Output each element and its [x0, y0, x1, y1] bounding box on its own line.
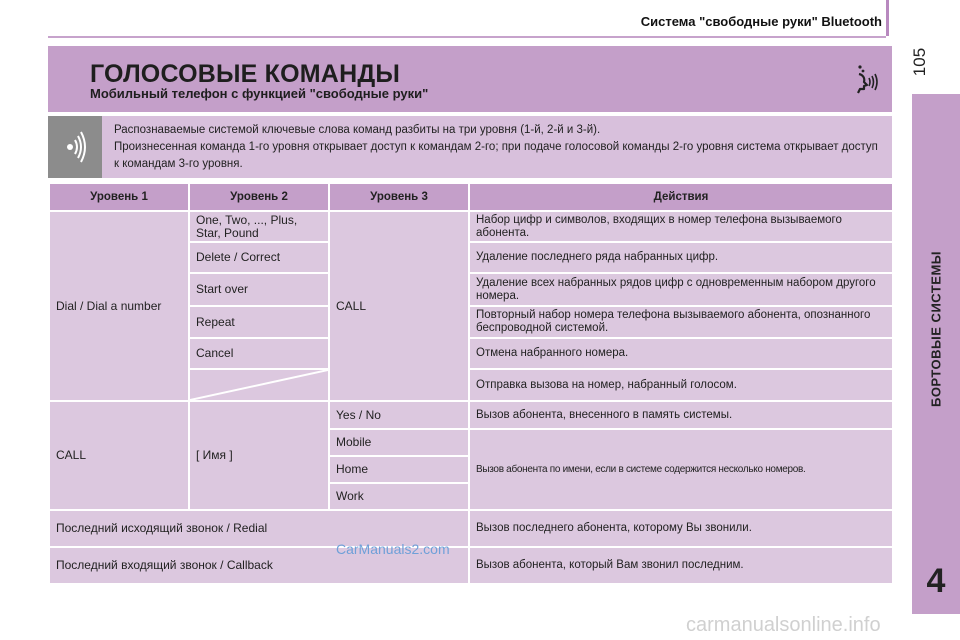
header-divider [48, 36, 886, 38]
intro-line: Произнесенная команда 1-го уровня открывает доступ к командам 2-го; при подаче голосовой команды 2-го уровня система открывает доступ к командам 3-го уровня. [114, 141, 878, 170]
watermark-top: CarManuals2.com [336, 541, 450, 557]
column-header: Уровень 2 [189, 183, 329, 211]
header-accent-bar [886, 0, 889, 36]
level3-cell: CALL [329, 211, 469, 401]
action-cell: Набор цифр и символов, входящих в номер телефона вызываемого абонента. [469, 211, 893, 242]
section-title: ГОЛОСОВЫЕ КОМАНДЫ [90, 60, 401, 88]
diagonal-line [190, 370, 328, 400]
action-cell: Вызов абонента, внесенного в память системы. [469, 401, 893, 429]
level3-cell: Home [329, 456, 469, 483]
table-row [49, 401, 893, 429]
level2-cell: Delete / Correct [189, 242, 329, 273]
action-cell: Повторный набор номера телефона вызываемого абонента, опознанного беспроводной системой. [469, 306, 893, 338]
level2-cell: Cancel [189, 338, 329, 369]
watermark-bottom: carmanualsonline.info [686, 614, 881, 636]
action-cell: Отмена набранного номера. [469, 338, 893, 369]
chapter-tab-label-wrap [912, 94, 960, 564]
level3-cell: Yes / No [329, 401, 469, 429]
action-cell: Удаление последнего ряда набранных цифр. [469, 242, 893, 273]
action-cell: Вызов последнего абонента, которому Вы звонили. [469, 510, 893, 547]
intro-text [114, 122, 884, 173]
level1-cell: CALL [49, 401, 189, 510]
table-row [49, 211, 893, 242]
command-cell: Последний входящий звонок / Callback [49, 547, 469, 584]
table-header-row [49, 183, 893, 211]
column-header: Уровень 1 [49, 183, 189, 211]
level2-cell: One, Two, ..., Plus, Star, Pound [189, 211, 329, 242]
level1-cell: Dial / Dial a number [49, 211, 189, 401]
speaker-waves-icon [48, 116, 102, 178]
intro-line: Распознаваемые системой ключевые слова команд разбиты на три уровня (1-й, 2-й и 3-й). [114, 124, 601, 136]
command-cell: Последний исходящий звонок / Redial [49, 510, 469, 547]
action-cell: Отправка вызова на номер, набранный голосом. [469, 369, 893, 401]
level2-cell: Start over [189, 273, 329, 306]
intro-icon-box [48, 116, 102, 178]
chapter-tab-label: БОРТОВЫЕ СИСТЕМЫ [928, 250, 944, 408]
level3-cell: Mobile [329, 429, 469, 456]
page-number: 105 [910, 47, 929, 77]
column-header: Действия [469, 183, 893, 211]
action-cell: Удаление всех набранных рядов цифр с одновременным набором другого номера. [469, 273, 893, 306]
voice-command-icon [854, 64, 880, 94]
header-title: Система "свободные руки" Bluetooth [640, 14, 882, 29]
level2-cell: Repeat [189, 306, 329, 338]
table-row [49, 510, 893, 547]
empty-diagonal-cell [189, 369, 329, 401]
voice-commands-table [48, 182, 894, 585]
column-header: Уровень 3 [329, 183, 469, 211]
action-cell: Вызов абонента по имени, если в системе содержится несколько номеров. [469, 429, 893, 510]
table-row [49, 547, 893, 584]
level3-cell: Work [329, 483, 469, 510]
level2-cell: [ Имя ] [189, 401, 329, 510]
action-cell: Вызов абонента, который Вам звонил последним. [469, 547, 893, 584]
section-subtitle: Мобильный телефон с функцией "свободные руки" [90, 86, 429, 101]
chapter-number: 4 [926, 562, 946, 600]
